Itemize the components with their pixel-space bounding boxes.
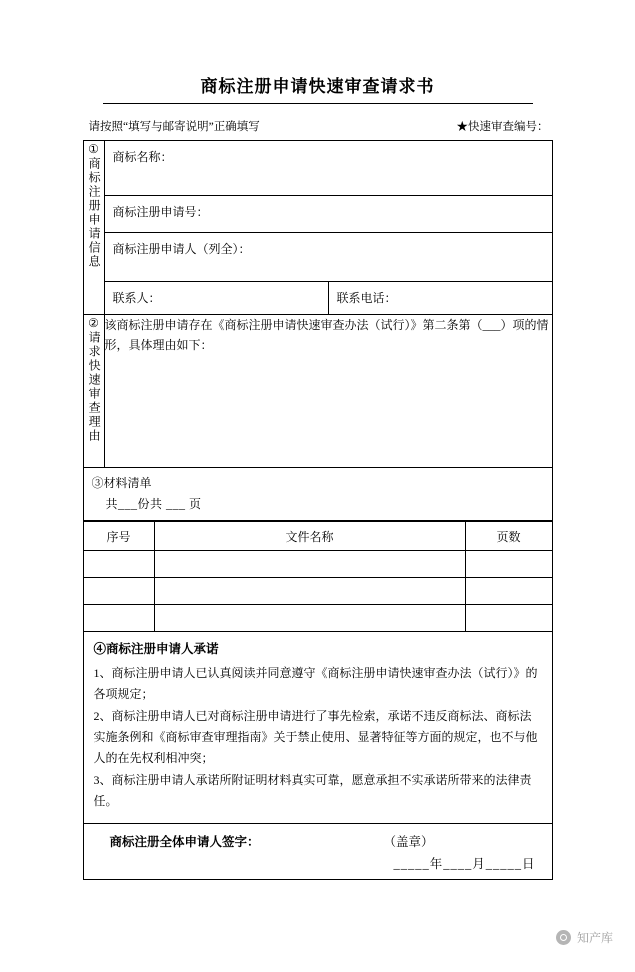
seal-label[interactable]: （盖章） [383,835,434,850]
cell-pages[interactable] [465,605,552,632]
materials-count-line[interactable]: 共___份共 ___ 页 [105,497,202,512]
trademark-name-cell[interactable] [104,141,552,196]
section2-label-text: 请求快速审查理由 [87,331,102,444]
cell-index[interactable] [83,578,154,605]
promise-list [94,663,542,812]
contact-phone-label: 联系电话： [336,291,397,305]
page-title: 商标注册申请快速审查请求书 [200,77,435,96]
applicant-name-label: 商标注册申请人（列全）： [112,242,251,256]
table-row [83,141,552,196]
cell-filename[interactable] [154,551,465,578]
promise-heading: ④商标注册申请人承诺 [93,642,219,657]
fast-review-number-label: ★快速审查编号： [456,121,549,133]
signature-date-line[interactable]: _____年____月_____日 [393,857,536,872]
section1-label-text: 商标注册申请信息 [87,157,102,270]
section1-number: ① [88,142,99,156]
contact-person-label: 联系人： [112,291,161,305]
list-item: 3、商标注册申请人承诺所附证明材料真实可靠，愿意承担不实承诺所带来的法律责任。 [93,773,532,809]
materials-table [83,521,553,632]
application-number-cell[interactable] [104,196,552,233]
promise-section [83,632,553,824]
wechat-circle-icon [556,930,571,945]
contact-phone-cell[interactable] [328,282,552,315]
column-header-index: 序号 [83,522,154,551]
cell-index[interactable] [83,605,154,632]
table-row[interactable] [83,578,552,605]
reason-text: 该商标注册申请存在《商标注册申请快速审查办法（试行）》第二条第（___）项的情形，具体理由如下： [104,318,549,353]
section1-vertical-label [83,141,104,315]
cell-pages[interactable] [465,578,552,605]
watermark [556,929,613,946]
applicant-name-cell[interactable] [104,233,552,282]
cell-filename[interactable] [154,605,465,632]
table-row [83,196,552,233]
materials-section [83,468,553,521]
materials-heading: ③材料清单 [91,476,152,490]
section2-vertical-label [83,315,104,468]
table-row [83,315,552,468]
application-number-label: 商标注册申请号： [112,205,209,219]
signature-section [83,824,553,880]
column-header-filename: 文件名称 [154,522,465,551]
signature-label[interactable]: 商标注册全体申请人签字： [109,835,260,850]
application-info-table [83,140,553,468]
section2-number: ② [88,316,99,330]
cell-index[interactable] [83,551,154,578]
list-item: 2、商标注册申请人已对商标注册申请进行了事先检索，承诺不违反商标法、商标法实施条例和《商标审查审理指南》关于禁止使用、显著特征等方面的规定，也不与他人的在先权利相冲突； [93,709,538,766]
table-row [83,282,552,315]
contact-person-cell[interactable] [104,282,328,315]
list-item: 1、商标注册申请人已认真阅读并同意遵守《商标注册申请快速审查办法（试行）》的各项规定； [93,666,538,702]
cell-filename[interactable] [154,578,465,605]
watermark-text: 知产库 [576,931,613,945]
table-row[interactable] [83,551,552,578]
trademark-name-label: 商标名称： [112,150,173,164]
document-page [0,72,635,972]
table-row [83,233,552,282]
cell-pages[interactable] [465,551,552,578]
column-header-pages: 页数 [465,522,552,551]
reason-cell[interactable] [104,315,552,468]
title-underline [103,103,533,104]
table-header-row [83,522,552,551]
instruction-line [83,118,553,134]
table-row[interactable] [83,605,552,632]
instruction-left-text: 请按照“填写与邮寄说明”正确填写 [88,121,260,133]
